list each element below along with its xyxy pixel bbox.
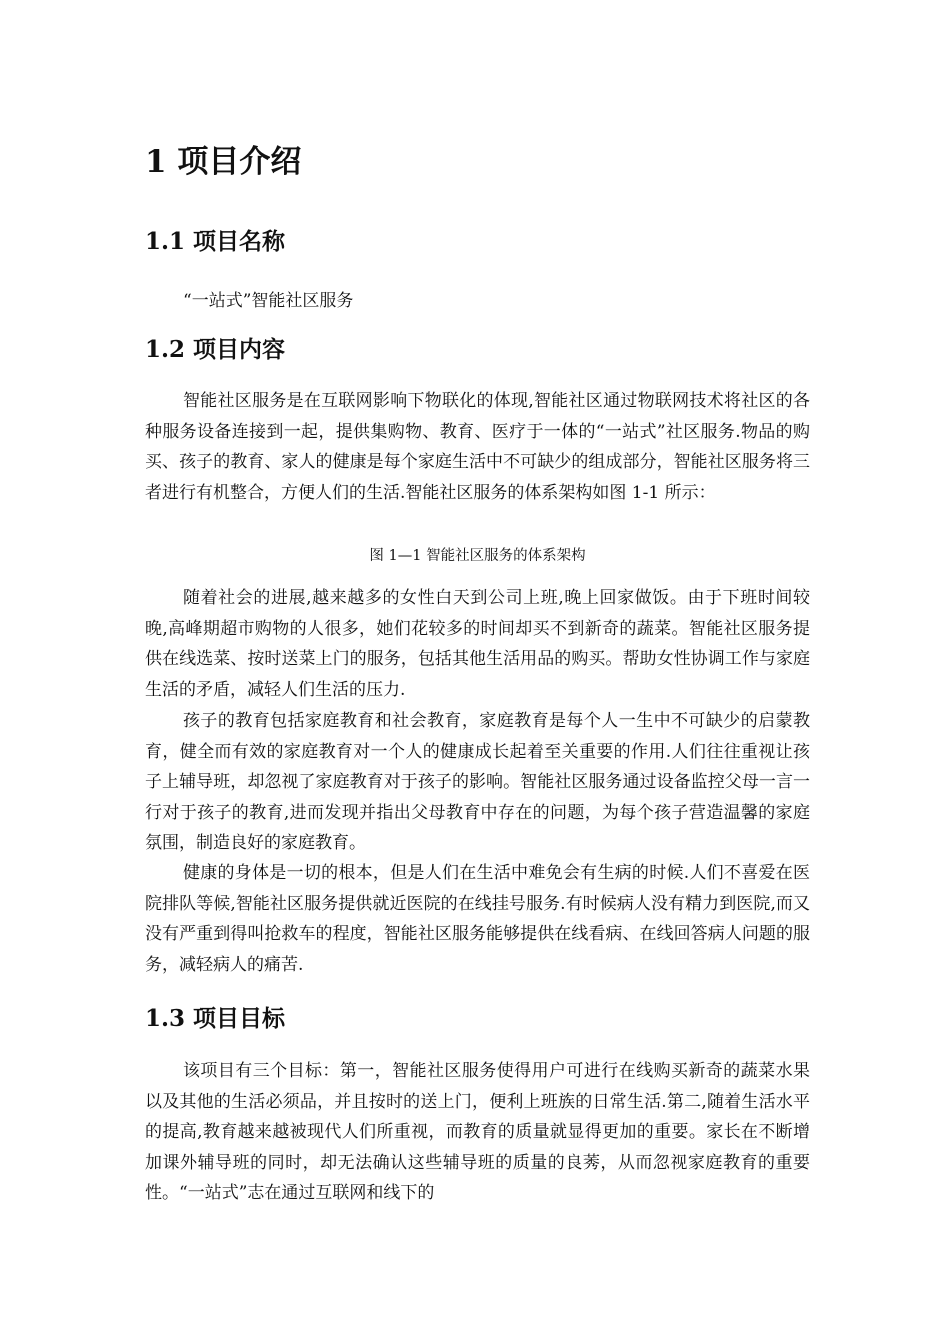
content-paragraph-4: 健康的身体是一切的根本，但是人们在生活中难免会有生病的时候.人们不喜爱在医院排队等候,智能社区服务提供就近医院的在线挂号服务.有时候病人没有精力到医院,而又没有严重到得叫抢救车的程度，智能社区服务能够提供在线看病、在线回答病人问题的服务，减轻病人的痛苦. bbox=[145, 863, 810, 975]
section-title-project-name: 1.1 项目名称 bbox=[145, 228, 286, 255]
content-paragraph-2: 随着社会的进展,越来越多的女性白天到公司上班,晚上回家做饭。由于下班时间较晚,高峰期超市购物的人很多，她们花较多的时间却买不到新奇的蔬菜。智能社区服务提供在线选菜、按时送菜上门的服务，包括其他生活用品的购买。帮助女性协调工作与家庭生活的矛盾，减轻人们生活的压力. bbox=[145, 588, 810, 700]
content-paragraph-1: 智能社区服务是在互联网影响下物联化的体现,智能社区通过物联网技术将社区的各种服务设备连接到一起，提供集购物、教育、医疗于一体的“一站式”社区服务.物品的购买、孩子的教育、家人的健康是每个家庭生活中不可缺少的组成部分，智能社区服务将三者进行有机整合，方便人们的生活.智能社区服务的体系架构如图 1-1 所示： bbox=[145, 391, 810, 503]
content-paragraph-3: 孩子的教育包括家庭教育和社会教育，家庭教育是每个人一生中不可缺少的启蒙教育，健全而有效的家庭教育对一个人的健康成长起着至关重要的作用.人们往往重视让孩子上辅导班，却忽视了家庭教育对于孩子的影响。智能社区服务通过设备监控父母一言一行对于孩子的教育,进而发现并指出父母教育中存在的问题，为每个孩子营造温馨的家庭氛围，制造良好的家庭教育。 bbox=[145, 711, 810, 853]
goals-paragraph-1: 该项目有三个目标：第一，智能社区服务使得用户可进行在线购买新奇的蔬菜水果以及其他的生活必须品，并且按时的送上门，便利上班族的日常生活.第二,随着生活水平的提高,教育越来越被现代人们所重视，而教育的质量就显得更加的重要。家长在不断增加课外辅导班的同时，却无法确认这些辅导班的质量的良莠，从而忽视家庭教育的重要性。“一站式”志在通过互联网和线下的 bbox=[145, 1061, 810, 1203]
chapter-heading: 1 项目介绍 bbox=[145, 144, 302, 180]
project-name-text: “一站式”智能社区服务 bbox=[183, 291, 354, 311]
section-title-project-content: 1.2 项目内容 bbox=[145, 336, 286, 363]
figure-caption: 图 1—1 智能社区服务的体系架构 bbox=[369, 548, 586, 564]
section-title-project-goals: 1.3 项目目标 bbox=[145, 1005, 286, 1032]
